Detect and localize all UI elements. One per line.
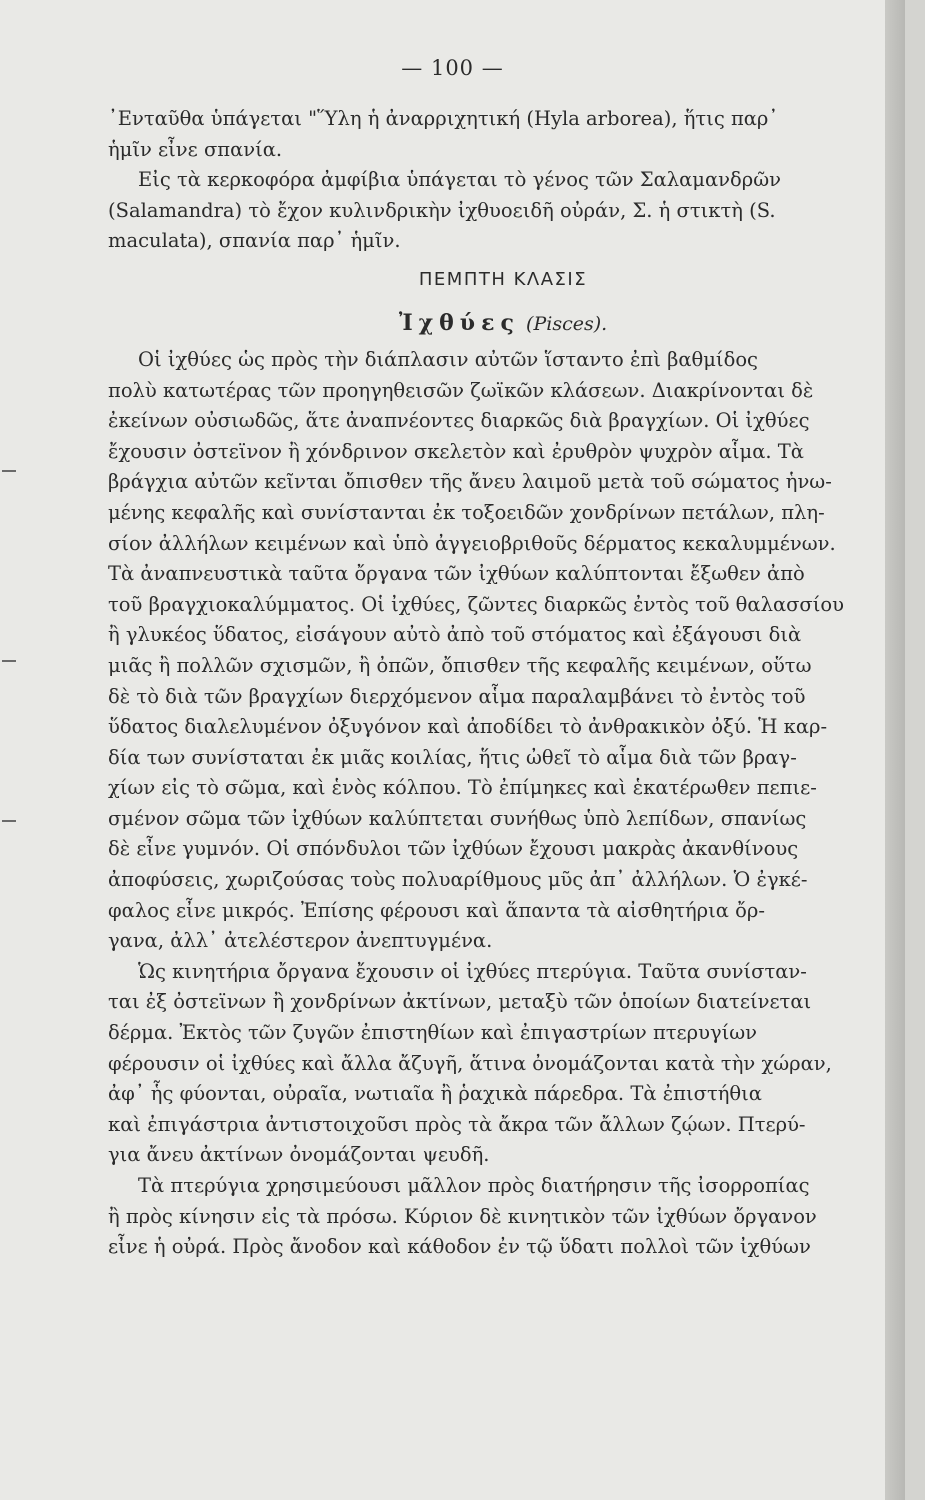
text-line: χίων εἰς τὸ σῶμα, καὶ ἑνὸς κόλπου. Τὸ ἐπίμηκες καὶ ἑκατέρωθεν πεπιε-	[108, 776, 817, 800]
text-line: ᾽Ενταῦθα ὑπάγεται "Ὕλη ἡ ἀναρριχητική (Hyla arborea), ἥτις παρ᾽	[108, 107, 779, 130]
text-line: Οἱ ἰχθύες ὡς πρὸς τὴν διάπλασιν αὐτῶν ἵσταντο ἐπὶ βαθμίδος	[138, 347, 758, 371]
margin-mark	[2, 470, 16, 472]
class-heading	[108, 257, 898, 301]
page-number: — 100 —	[401, 56, 504, 80]
text-line: καὶ ἐπιγάστρια ἀντιστοιχοῦσι πρὸς τὰ ἄκρα τῶν ἄλλων ζῴων. Πτερύ-	[108, 1112, 806, 1136]
text-line: γανα, ἀλλ᾽ ἀτελέστερον ἀνεπτυγμένα.	[108, 929, 493, 953]
text-line: ὕδατος διαλελυμένον ὀξυγόνον καὶ ἀποδίδει τὸ ἀνθρακικὸν ὀξύ. Ἡ καρ-	[108, 715, 828, 739]
text-line: σμένον σῶμα τῶν ἰχθύων καλύπτεται συνήθως ὑπὸ λεπίδων, σπανίως	[108, 806, 807, 830]
text-line: ἀφ᾽ ἧς φύονται, οὐραῖα, νωτιαῖα ἢ ῥαχικὰ πάρεδρα. Τὰ ἐπιστήθια	[108, 1082, 762, 1106]
text-line: φέρουσιν οἱ ἰχθύες καὶ ἄλλα ἄζυγῆ, ἅτινα ὀνομάζονται κατὰ τὴν χώραν,	[108, 1051, 832, 1075]
text-line: μένης κεφαλῆς καὶ συνίστανται ἐκ τοξοειδῶν χονδρίνων πετάλων, πλη-	[108, 500, 825, 524]
text-line: ἔχουσιν ὀστεϊνον ἢ χόνδρινον σκελετὸν καὶ ἐρυθρὸν ψυχρὸν αἷμα. Τὰ	[108, 439, 804, 463]
text-line: ἐκείνων οὐσιωδῶς, ἅτε ἀναπνέοντες διαρκῶς διὰ βραγχίων. Οἱ ἰχθύες	[108, 409, 810, 433]
text-line: ἢ γλυκέος ὕδατος, εἰσάγουν αὐτὸ ἀπὸ τοῦ στόματος καὶ ἐξάγουσι διὰ	[108, 623, 802, 647]
text-line: εἶνε ἡ οὐρά. Πρὸς ἄνοδον καὶ κάθοδον ἐν τῷ ὕδατι πολλοὶ τῶν ἰχθύων	[108, 1235, 811, 1259]
text-line: δὲ εἶνε γυμνόν. Οἱ σπόνδυλοι τῶν ἰχθύων ἔχουσι μακρὰς ἀκανθίνους	[108, 837, 799, 861]
text-line: σίον ἀλλήλων κειμένων καὶ ὑπὸ ἀγγειοβριθοῦς δέρματος κεκαλυμμένων.	[108, 531, 836, 555]
text-line: ἡμῖν εἶνε σπανία.	[108, 137, 283, 161]
text-line: δέρμα. Ἐκτὸς τῶν ζυγῶν ἐπιστηθίων καὶ ἐπιγαστρίων πτερυγίων	[108, 1021, 758, 1045]
section-title-latin: (Pisces).	[526, 312, 608, 335]
text-line: maculata), σπανία παρ᾽ ἡμῖν.	[108, 229, 401, 253]
text-line: ται ἐξ ὀστεϊνων ἢ χονδρίνων ἀκτίνων, μεταξὺ τῶν ὁποίων διατείνεται	[108, 990, 812, 1014]
section-title	[108, 301, 898, 345]
margin-mark	[2, 820, 16, 822]
text-line: δία των συνίσταται ἐκ μιᾶς κοιλίας, ἥτις ὠθεῖ τὸ αἷμα διὰ τῶν βραγ-	[108, 745, 797, 769]
text-line: φαλος εἶνε μικρός. Ἐπίσης φέρουσι καὶ ἅπαντα τὰ αἰσθητήρια ὄρ-	[108, 898, 765, 922]
text-line: Ὡς κινητήρια ὄργανα ἔχουσιν οἱ ἰχθύες πτερύγια. Ταῦτα συνίσταν-	[138, 959, 807, 983]
text-line: Εἰς τὰ κερκοφόρα ἀμφίβια ὑπάγεται τὸ γένος τῶν Σαλαμανδρῶν	[138, 168, 781, 192]
page-text	[108, 104, 898, 1263]
body-paragraphs	[108, 345, 898, 1263]
class-heading-text: ΠΕΜΠΤΗ ΚΛΑΣΙΣ	[418, 268, 588, 290]
section-title-greek: Ἰχθύες	[398, 309, 520, 336]
text-line: για ἄνευ ἀκτίνων ὀνομάζονται ψευδῆ.	[108, 1143, 490, 1167]
text-line: (Salamandra) τὸ ἔχον κυλινδρικὴν ἰχθυοειδῆ οὐράν, Σ. ἡ στικτὴ (S.	[108, 198, 776, 222]
text-line: πολὺ κατωτέρας τῶν προηγηθεισῶν ζωϊκῶν κλάσεων. Διακρίνονται δὲ	[108, 378, 814, 402]
text-line: βράγχια αὐτῶν κεῖνται ὄπισθεν τῆς ἄνευ λαιμοῦ μετὰ τοῦ σώματος ἡνω-	[108, 470, 832, 494]
margin-mark	[2, 660, 16, 662]
text-line: ἀποφύσεις, χωριζούσας τοὺς πολυαρίθμους μῦς ἀπ᾽ ἀλλήλων. Ὁ ἐγκέ-	[108, 868, 808, 892]
text-line: δὲ τὸ διὰ τῶν βραγχίων διερχόμενον αἷμα παραλαμβάνει τὸ ἐντὸς τοῦ	[108, 684, 806, 708]
text-line: ἢ πρὸς κίνησιν εἰς τὰ πρόσω. Κύριον δὲ κινητικὸν τῶν ἰχθύων ὄργανον	[108, 1204, 817, 1228]
text-line: μιᾶς ἢ πολλῶν σχισμῶν, ἢ ὀπῶν, ὄπισθεν τῆς κεφαλῆς κειμένων, οὕτω	[108, 653, 812, 677]
text-line: τοῦ βραγχιοκαλύμματος. Οἱ ἰχθύες, ζῶντες διαρκῶς ἐντὸς τοῦ θαλασσίου	[108, 592, 844, 616]
text-line: Τὰ πτερύγια χρησιμεύουσι μᾶλλον πρὸς διατήρησιν τῆς ἰσορροπίας	[138, 1174, 810, 1197]
intro-paragraphs	[108, 104, 898, 257]
text-line: Τὰ ἀναπνευστικὰ ταῦτα ὄργανα τῶν ἰχθύων καλύπτονται ἔξωθεν ἀπὸ	[108, 562, 805, 586]
